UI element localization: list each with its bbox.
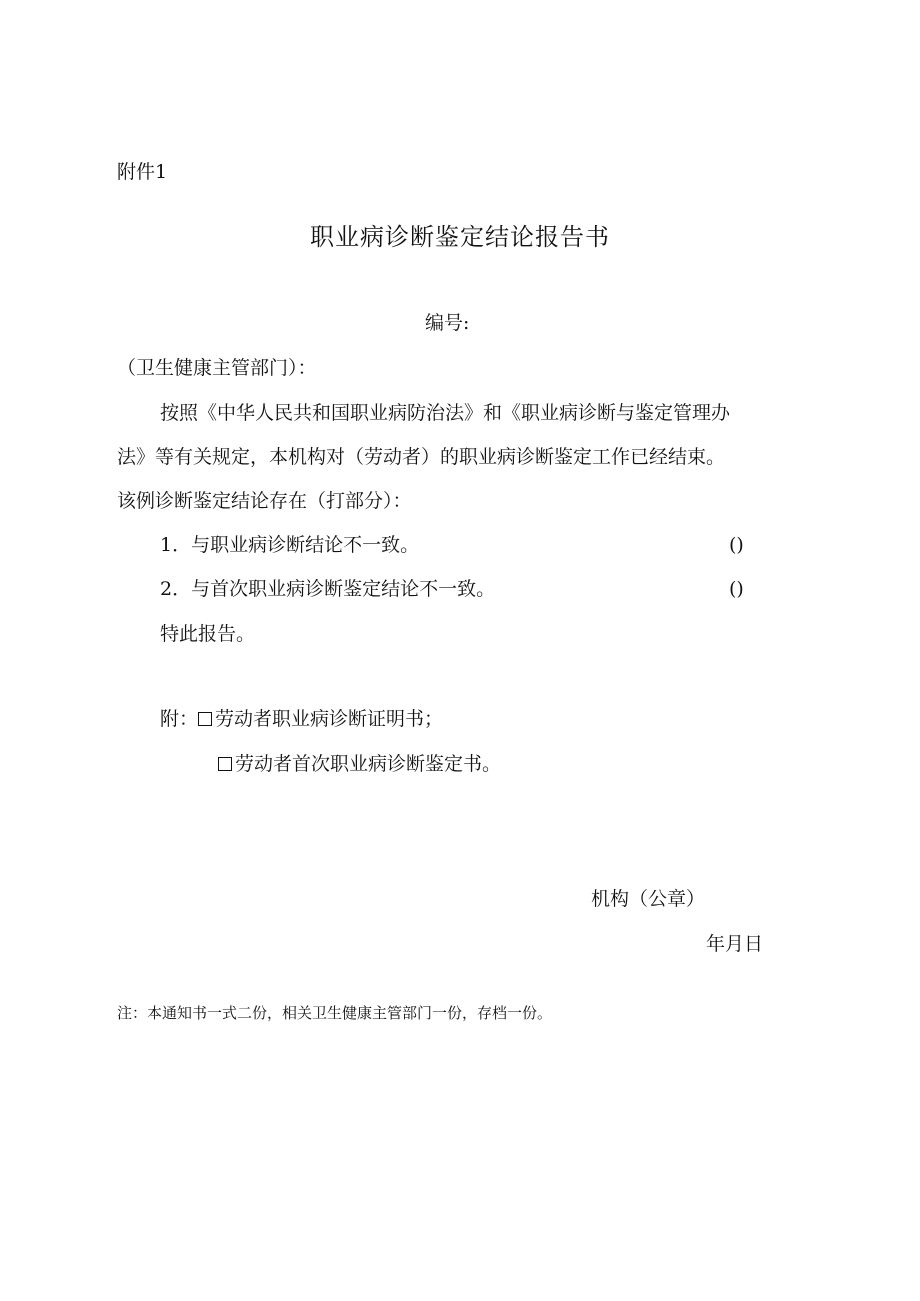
conclusion-option-2-checkmark-slot[interactable]: () (729, 578, 744, 600)
appendix-item-label: 劳动者职业病诊断证明书； (215, 708, 444, 730)
conclusion-option-1: 1．与职业病诊断结论不一致。 (160, 534, 420, 556)
appendix-item-2 (218, 752, 501, 776)
checkbox-icon[interactable] (218, 757, 232, 771)
checkbox-icon[interactable] (198, 712, 212, 726)
appendix-item-1 (160, 707, 443, 731)
institution-seal-label: 机构（公章） (591, 888, 706, 910)
addressee: （卫生健康主管部门）： (117, 357, 317, 379)
body-paragraph-line: 法》等有关规定，本机构对（劳动者）的职业病诊断鉴定工作已经结束。 (117, 446, 726, 468)
conclusion-option-1-checkmark-slot[interactable]: () (729, 534, 744, 556)
date-label: 年月日 (706, 933, 764, 955)
body-paragraph-line: 该例诊断鉴定结论存在（打部分）： (117, 490, 412, 512)
footnote: 注：本通知书一式二份，相关卫生健康主管部门一份，存档一份。 (117, 1004, 553, 1022)
conclusion-option-2: 2．与首次职业病诊断鉴定结论不一致。 (160, 578, 496, 600)
serial-number-label: 编号: (425, 312, 470, 334)
body-paragraph-line: 按照《中华人民共和国职业病防治法》和《职业病诊断与鉴定管理办 (160, 402, 731, 424)
appendix-prefix: 附： (160, 708, 199, 730)
appendix-item-label: 劳动者首次职业病诊断鉴定书。 (235, 753, 502, 775)
closing-statement: 特此报告。 (160, 623, 256, 645)
attachment-label: 附件1 (117, 161, 168, 183)
document-title: 职业病诊断鉴定结论报告书 (310, 223, 610, 251)
